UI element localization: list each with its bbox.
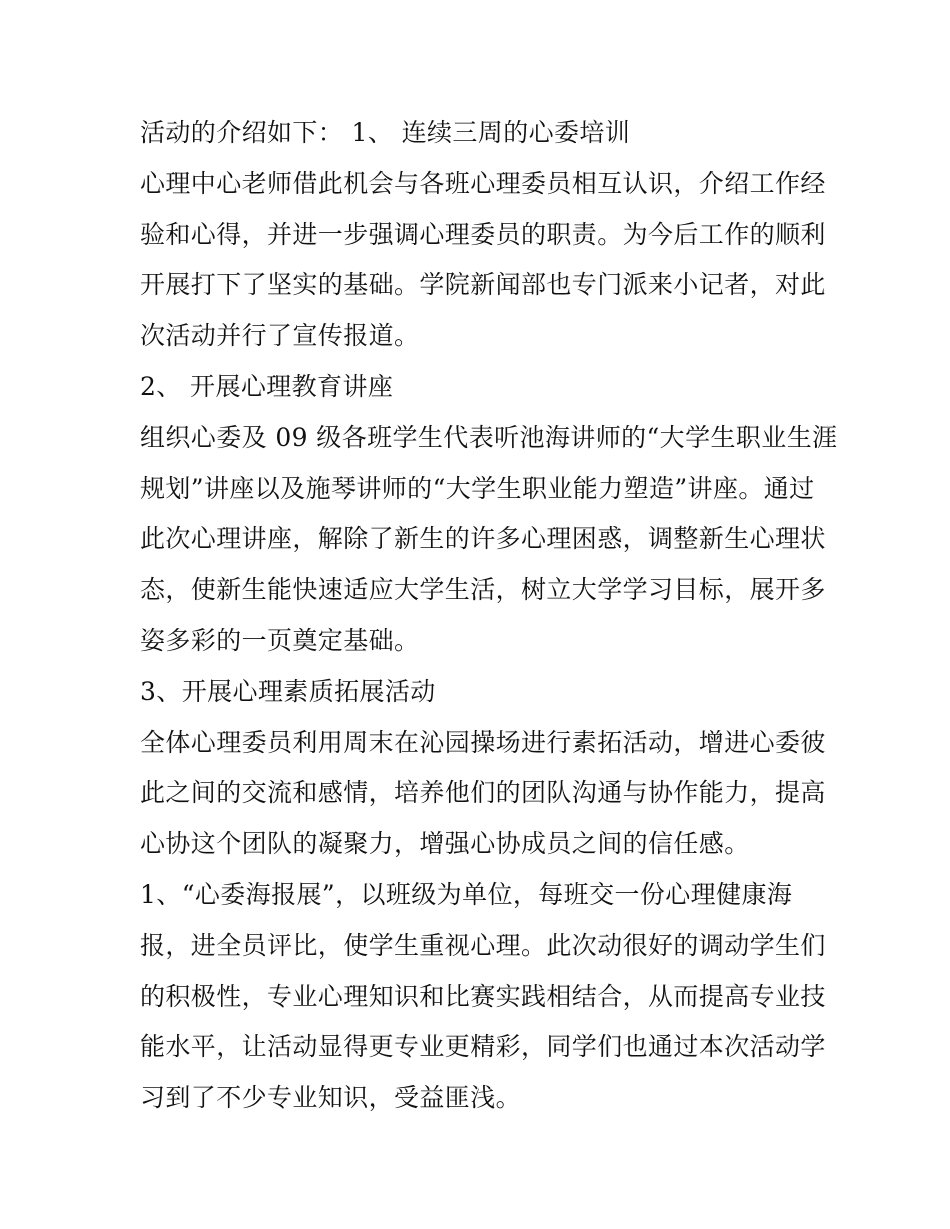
- text-line-4: 开展打下了坚实的基础。学院新闻部也专门派来小记者，对此: [140, 270, 826, 300]
- text-line-1: 活动的介绍如下： 1、 连续三周的心委培训: [140, 118, 631, 147]
- text-line-12: 3、开展心理素质拓展活动: [140, 676, 436, 706]
- text-line-14: 此之间的交流和感情，培养他们的团队沟通与协作能力，提高: [140, 778, 826, 808]
- text-line-6: 2、 开展心理教育讲座: [140, 371, 394, 401]
- text-line-7: 组织心委及 09 级各班学生代表听池海讲师的“大学生职业生涯: [140, 422, 838, 452]
- text-line-8: 规划”讲座以及施琴讲师的“大学生职业能力塑造”讲座。通过: [140, 473, 815, 503]
- text-line-3: 验和心得，并进一步强调心理委员的职责。为今后工作的顺利: [140, 219, 826, 249]
- text-line-17: 报，进全员评比，使学生重视心理。此次动很好的调动学生们: [140, 930, 826, 960]
- text-line-20: 习到了不少专业知识，受益匪浅。: [140, 1083, 522, 1113]
- text-line-10: 态，使新生能快速适应大学生活，树立大学学习目标，展开多: [140, 575, 826, 605]
- text-line-11: 姿多彩的一页奠定基础。: [140, 625, 420, 655]
- text-line-18: 的积极性，专业心理知识和比赛实践相结合，从而提高专业技: [140, 981, 826, 1011]
- text-line-13: 全体心理委员利用周末在沁园操场进行素拓活动，增进心委彼: [140, 727, 826, 757]
- text-line-5: 次活动并行了宣传报道。: [140, 321, 420, 351]
- text-line-15: 心协这个团队的凝聚力，增强心协成员之间的信任感。: [140, 829, 750, 859]
- document-body: [140, 108, 838, 1124]
- text-line-9: 此次心理讲座，解除了新生的许多心理困惑，调整新生心理状: [140, 524, 826, 554]
- text-line-16: 1、“心委海报展”，以班级为单位，每班交一份心理健康海: [140, 879, 793, 909]
- text-line-2: 心理中心老师借此机会与各班心理委员相互认识，介绍工作经: [140, 168, 826, 198]
- text-line-19: 能水平，让活动显得更专业更精彩，同学们也通过本次活动学: [140, 1032, 826, 1062]
